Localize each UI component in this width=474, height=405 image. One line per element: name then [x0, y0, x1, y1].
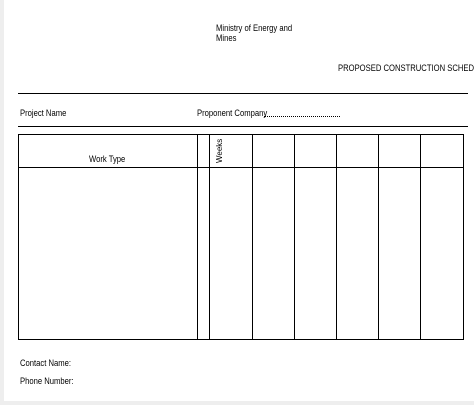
- table-column-divider: [197, 135, 198, 339]
- proponent-company-label: Proponent Company: [197, 108, 268, 118]
- contact-name-label: Contact Name:: [20, 358, 72, 368]
- page-bottom-edge: [0, 401, 474, 405]
- project-name-label: Project Name: [20, 108, 67, 118]
- table-column-divider: [209, 135, 210, 339]
- work-type-header: Work Type: [89, 154, 126, 164]
- table-column-divider: [252, 135, 253, 339]
- phone-number-label: Phone Number:: [20, 376, 74, 386]
- table-column-divider: [420, 135, 421, 339]
- ministry-title: Ministry of Energy and Mines: [216, 23, 293, 43]
- table-header-divider: [19, 167, 463, 168]
- schedule-table: [18, 134, 464, 340]
- schedule-title: PROPOSED CONSTRUCTION SCHED: [338, 63, 474, 73]
- proponent-company-field[interactable]: [264, 116, 340, 117]
- header-divider: [18, 93, 468, 94]
- fields-divider: [18, 126, 468, 127]
- weeks-header-cell: [215, 138, 227, 165]
- page-left-edge: [0, 0, 4, 405]
- table-column-divider: [378, 135, 379, 339]
- table-column-divider: [294, 135, 295, 339]
- table-column-divider: [336, 135, 337, 339]
- weeks-header: Weeks: [215, 138, 224, 163]
